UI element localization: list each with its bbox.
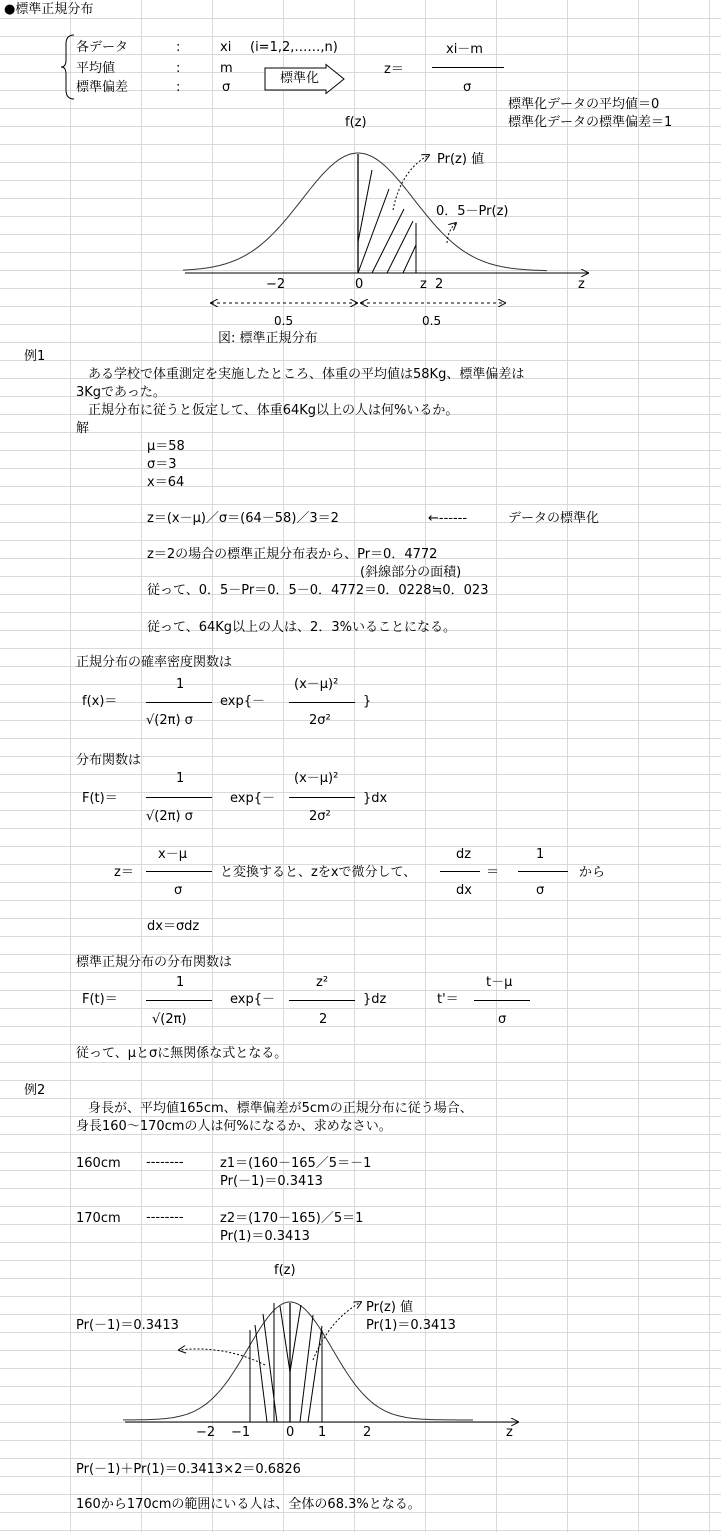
ex2-160-dash: -------- [146,1155,184,1170]
ex2-heading: 例2 [24,1083,46,1098]
ex2-z1: z1＝(160－165／5＝－1 [220,1156,372,1171]
std-cdf-den-1: √(2π) [152,1012,187,1027]
def-mean-sep: : [176,61,181,76]
tprime-den: σ [498,1012,507,1027]
subst-dz: dz [456,847,472,862]
fig1-tick-2: 2 [435,277,444,292]
fig2-fz-label: f(z) [274,1263,296,1278]
pdf-exp: exp{－ [220,694,265,709]
ex2-z2: z2＝(170－165)／5＝1 [220,1211,364,1226]
std-cdf-one: 1 [176,975,185,990]
pdf-close: } [363,694,372,709]
pdf-bar-1 [146,702,212,703]
pdf-heading: 正規分布の確率密度関数は [76,655,233,670]
fig1-caption: 図: 標準正規分布 [218,331,318,346]
ex1-conclusion: 従って、64Kg以上の人は、2．3%いることになる。 [147,620,456,635]
fig2-tick-minus1: −1 [231,1425,251,1440]
pdf-num-2: (x－μ)² [294,677,339,692]
std-cdf-close: }dz [363,992,387,1007]
subst-dx: dx [456,883,472,898]
fig1-pr-label: Pr(z) 値 [437,152,485,167]
fig2-right-value: Pr(1)＝0.3413 [366,1318,456,1333]
ex2-160-label: 160cm [76,1156,121,1171]
cdf-close: }dx [363,791,388,806]
subst-tail: から [579,865,606,880]
cdf-heading: 分布関数は [76,753,142,768]
pdf-one: 1 [176,677,185,692]
ex1-solution-label: 解 [76,421,90,436]
pdf-lhs: f(x)＝ [82,694,118,709]
fig1-tick-z: z [420,277,427,292]
def-sd-label: 標準偏差 [76,80,129,95]
note-mean: 標準化データの平均値＝0 [508,97,660,112]
std-cdf-exp: exp{－ [230,992,275,1007]
std-cdf-heading: 標準正規分布の分布関数は [76,955,233,970]
subst-dzdx-bar [440,871,480,872]
fig1-rest-label: 0．5－Pr(z) [436,204,509,219]
std-cdf-den-2: 2 [319,1012,328,1027]
ex2-170-dash: -------- [146,1210,184,1225]
subst-dx-line: dx＝σdz [147,919,200,934]
page-title: ●標準正規分布 [4,2,94,17]
def-mean-value: m [220,61,233,76]
fig2-pr-label: Pr(z) 値 [366,1300,414,1315]
ex1-text-1: ある学校で体重測定を実施したところ、体重の平均値は58Kg、標準偏差は [88,367,525,382]
ex1-pr-line: z＝2の場合の標準正規分布表から、Pr＝0．4772 [147,547,438,562]
fig2-left-value: Pr(－1)＝0.3413 [76,1318,179,1333]
ex2-pr-1: Pr(1)＝0.3413 [220,1229,310,1244]
ex2-pr-minus1: Pr(－1)＝0.3413 [220,1174,323,1189]
subst-den: σ [174,883,183,898]
ex1-heading: 例1 [24,349,46,364]
z-def-fraction-bar [432,67,504,68]
tprime-bar [474,1000,530,1001]
normal-curve-figure [175,125,595,325]
rest-pointer [447,223,456,243]
right-pointer [313,1302,361,1360]
fig1-fz-label: f(z) [345,115,367,130]
fig2-tick-0: 0 [286,1425,295,1440]
subst-lhs: z＝ [114,865,134,880]
ex1-z-calc: z＝(x－μ)／σ＝(64－58)／3＝2 [147,511,339,526]
cdf-lhs: F(t)＝ [82,791,118,806]
ex2-text-2: 身長160～170cmの人は何%になるか、求めなさい。 [76,1119,392,1134]
def-data-label: 各データ [76,40,129,55]
std-cdf-conclusion: 従って、μとσに無関係な式となる。 [76,1046,288,1061]
def-data-sep: : [176,40,181,55]
fig2-tick-2: 2 [363,1425,372,1440]
ex1-rest-line: 従って、0．5－Pr＝0．5－0．4772＝0．0228≒0．023 [147,583,489,598]
ex2-text-1: 身長が、平均値165cm、標準偏差が5cmの正規分布に従う場合、 [88,1101,473,1116]
fig1-axis-label: z [578,277,585,292]
fig1-tick-minus2: −2 [266,277,286,292]
fig2-tick-minus2: −2 [196,1425,216,1440]
std-cdf-lhs: F(t)＝ [82,992,118,1007]
cdf-num-2: (x－μ)² [294,771,339,786]
ex2-conclusion: 160から170cmの範囲にいる人は、全体の68.3%となる。 [76,1497,421,1512]
def-sd-sep: : [176,80,181,95]
cdf-den-2: 2σ² [309,809,331,824]
subst-bar [146,871,212,872]
pdf-den-2: 2σ² [309,713,331,728]
note-sd: 標準化データの標準偏差＝1 [508,115,673,130]
hatching-2 [255,1305,322,1422]
z-def-denominator: σ [463,80,472,95]
std-cdf-num-2: z² [316,975,329,990]
subst-sigma: σ [536,883,545,898]
cdf-exp: exp{－ [230,791,275,806]
ex1-mu: μ＝58 [147,439,185,454]
subst-eq: ＝ [486,865,500,880]
ex1-z-note: データの標準化 [508,511,600,526]
tprime-lhs: t'＝ [437,992,459,1007]
cdf-one: 1 [176,771,185,786]
tprime-num: t－μ [486,975,513,990]
cdf-bar-1 [146,797,212,798]
hatching [358,170,416,273]
pdf-den-1: √(2π) σ [146,713,193,728]
def-sd-value: σ [222,80,231,95]
z-def-lhs: z＝ [384,62,404,77]
def-data-range: (i=1,2,……,n) [250,40,338,55]
ex1-sigma: σ＝3 [147,457,177,472]
fig2-axis-label: z [506,1425,513,1440]
fig1-half-right: 0.5 [422,314,442,328]
fig1-half-left: 0.5 [274,314,294,328]
ex1-x: x＝64 [147,475,185,490]
ex2-170-label: 170cm [76,1211,121,1226]
subst-mid: と変換すると、zをxで微分して、 [220,865,417,880]
def-mean-label: 平均値 [76,61,116,76]
cdf-bar-2 [289,797,355,798]
std-cdf-bar-1 [146,1000,212,1001]
std-cdf-bar-2 [289,1000,355,1001]
cdf-den-1: √(2π) σ [146,809,193,824]
fig2-tick-1: 1 [318,1425,327,1440]
z-def-numerator: xi－m [446,42,483,57]
standardize-label: 標準化 [280,71,320,86]
ex1-text-2: 3Kgであった。 [76,385,166,400]
pdf-bar-2 [289,702,355,703]
subst-one: 1 [536,847,545,862]
ex2-sum: Pr(－1)＋Pr(1)＝0.3413×2＝0.6826 [76,1462,301,1477]
subst-one-sigma-bar [518,871,568,872]
subst-num: x－μ [158,847,187,862]
fig1-tick-0: 0 [355,277,364,292]
ex1-z-arrow: ←------ [428,511,468,526]
ex1-text-3: 正規分布に従うと仮定して、体重64Kg以上の人は何%いるか。 [88,403,459,418]
def-data-value: xi [220,40,232,55]
pr-pointer [393,155,429,210]
left-pointer [179,1349,265,1365]
ex1-pr-note: (斜線部分の面積) [360,565,462,580]
